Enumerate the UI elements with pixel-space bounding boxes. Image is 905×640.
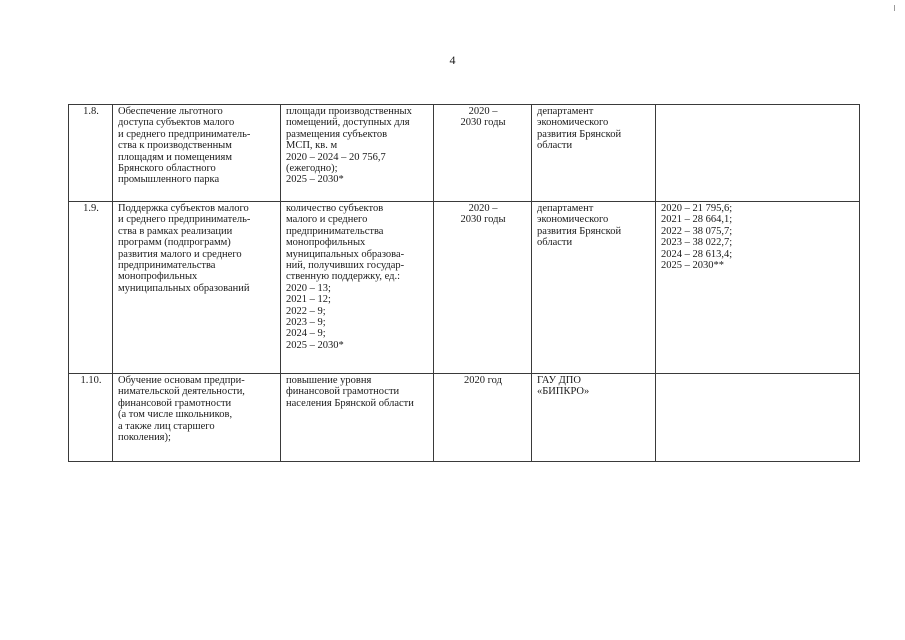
measures-table xyxy=(68,104,860,462)
term-cell: 2020 – 2030 годы xyxy=(434,202,532,374)
row-number: 1.8. xyxy=(69,105,113,202)
table-row xyxy=(69,202,860,374)
funding-cell xyxy=(656,105,860,202)
event-cell: Обеспечение льготного доступа субъектов малого и среднего предприниматель- ства к производственным площадям и помещениям Брянского областного промышленного парка xyxy=(113,105,281,202)
executor-cell: департамент экономического развития Брянской области xyxy=(532,105,656,202)
page-number: 4 xyxy=(449,53,456,67)
event-cell: Поддержка субъектов малого и среднего предприниматель- ства в рамках реализации программ (подпрограмм) развития малого и среднего предпринимательства монопрофильных муниципальных образований xyxy=(113,202,281,374)
executor-cell: ГАУ ДПО «БИПКРО» xyxy=(532,374,656,462)
indicator-cell: повышение уровня финансовой грамотности населения Брянской области xyxy=(281,374,434,462)
scan-edge-mark xyxy=(894,5,895,11)
term-cell: 2020 – 2030 годы xyxy=(434,105,532,202)
indicator-cell: количество субъектов малого и среднего предпринимательства монопрофильных муниципальных образова- ний, получивших государ- ственную поддержку, ед.: 2020 – 13; 2021 – 12; 2022 – 9; 2023 – 9; 2024 – 9; 2025 – 2030* xyxy=(281,202,434,374)
funding-cell xyxy=(656,374,860,462)
indicator-cell: площади производственных помещений, доступных для размещения субъектов МСП, кв. м 2020 – 2024 – 20 756,7 (ежегодно); 2025 – 2030* xyxy=(281,105,434,202)
row-number: 1.10. xyxy=(69,374,113,462)
executor-cell: департамент экономического развития Брянской области xyxy=(532,202,656,374)
row-number: 1.9. xyxy=(69,202,113,374)
funding-cell: 2020 – 21 795,6; 2021 – 28 664,1; 2022 – 38 075,7; 2023 – 38 022,7; 2024 – 28 613,4; 2025 – 2030** xyxy=(656,202,860,374)
event-cell: Обучение основам предпри- нимательской деятельности, финансовой грамотности (а том числе школьников, а также лиц старшего поколения); xyxy=(113,374,281,462)
table-row xyxy=(69,374,860,462)
term-cell: 2020 год xyxy=(434,374,532,462)
table-row xyxy=(69,105,860,202)
